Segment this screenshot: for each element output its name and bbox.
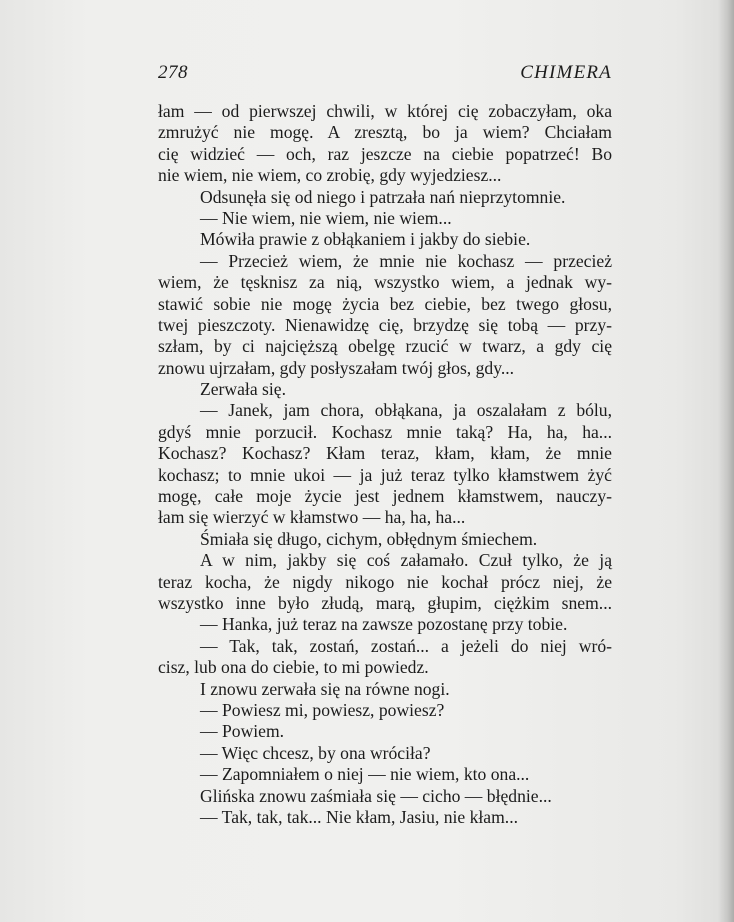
- text-line: — Janek, jam chora, obłąkana, ja oszalałam z bólu,: [200, 400, 612, 421]
- text-line: mogę, całe moje życie jest jednem kłamstwem, nauczy-: [158, 486, 612, 507]
- text-line: — Powiem.: [200, 721, 285, 742]
- page-number: 278: [158, 62, 188, 83]
- text-line: — Zapomniałem o niej — nie wiem, kto ona...: [200, 764, 530, 785]
- text-line: łam — od pierwszej chwili, w której cię zobaczyłam, oka: [158, 101, 612, 121]
- page-header: [158, 62, 612, 86]
- text-line: twej pieszczoty. Nienawidzę cię, brzydzę się tobą — przy-: [158, 314, 612, 335]
- text-line: — Tak, tak, tak... Nie kłam, Jasiu, nie kłam...: [200, 806, 519, 827]
- text-line: Śmiała się długo, cichym, obłędnym śmiechem.: [200, 528, 538, 549]
- text-line: nie wiem, nie wiem, co zrobię, gdy wyjedziesz...: [158, 165, 502, 186]
- text-line: Glińska znowu zaśmiała się — cicho — błędnie...: [200, 785, 552, 806]
- text-line: kochasz; to mnie ukoi — ja już teraz tylko kłamstwem żyć: [158, 464, 612, 485]
- text-line: wszystko inne było złudą, marą, głupim, ciężkim snem...: [158, 592, 612, 613]
- text-line: łam się wierzyć w kłamstwo — ha, ha, ha...: [158, 507, 466, 528]
- text-line: — Przecież wiem, że mnie nie kochasz — przecież: [200, 250, 612, 271]
- text-line: zmrużyć nie mogę. A zresztą, bo ja wiem? Chciałam: [158, 122, 612, 143]
- text-line: Zerwała się.: [200, 379, 286, 400]
- text-line: wiem, że tęsknisz za nią, wszystko wiem, a jednak wy-: [158, 272, 612, 293]
- text-line: Odsunęła się od niego i patrzała nań nieprzytomnie.: [200, 186, 566, 207]
- text-line: cię widzieć — och, raz jeszcze na ciebie popatrzeć! Bo: [158, 143, 612, 164]
- text-line: teraz kocha, że nigdy nikogo nie kochał prócz niej, że: [158, 571, 612, 592]
- text-line: A w nim, jakby się coś załamało. Czuł tylko, że ją: [200, 550, 612, 571]
- text-line: stawić sobie nie mogę życia bez ciebie, bez twego głosu,: [158, 293, 612, 314]
- text-line: Mówiła prawie z obłąkaniem i jakby do siebie.: [200, 229, 531, 250]
- text-line: Kochasz? Kochasz? Kłam teraz, kłam, kłam, że mnie: [158, 443, 612, 464]
- running-title: CHIMERA: [520, 62, 612, 83]
- page-edge-shadow: [718, 0, 734, 922]
- text-line: znowu ujrzałam, gdy posłyszałam twój głos, gdy...: [158, 357, 515, 378]
- text-line: cisz, lub ona do ciebie, to mi powiedz.: [158, 657, 429, 678]
- text-line: — Tak, tak, zostań, zostań... a jeżeli do niej wró-: [200, 635, 612, 656]
- text-line: — Hanka, już teraz na zawsze pozostanę przy tobie.: [200, 614, 568, 635]
- text-line: — Więc chcesz, by ona wróciła?: [200, 742, 431, 763]
- text-line: — Nie wiem, nie wiem, nie wiem...: [200, 207, 452, 228]
- text-line: — Powiesz mi, powiesz, powiesz?: [200, 699, 445, 720]
- body-text: [158, 101, 612, 828]
- text-line: I znowu zerwała się na równe nogi.: [200, 678, 450, 699]
- text-line: szłam, by ci najcięższą obelgę rzucić w twarz, a gdy cię: [158, 336, 612, 357]
- text-line: gdyś mnie porzucił. Kochasz mnie taką? Ha, ha, ha...: [158, 421, 612, 442]
